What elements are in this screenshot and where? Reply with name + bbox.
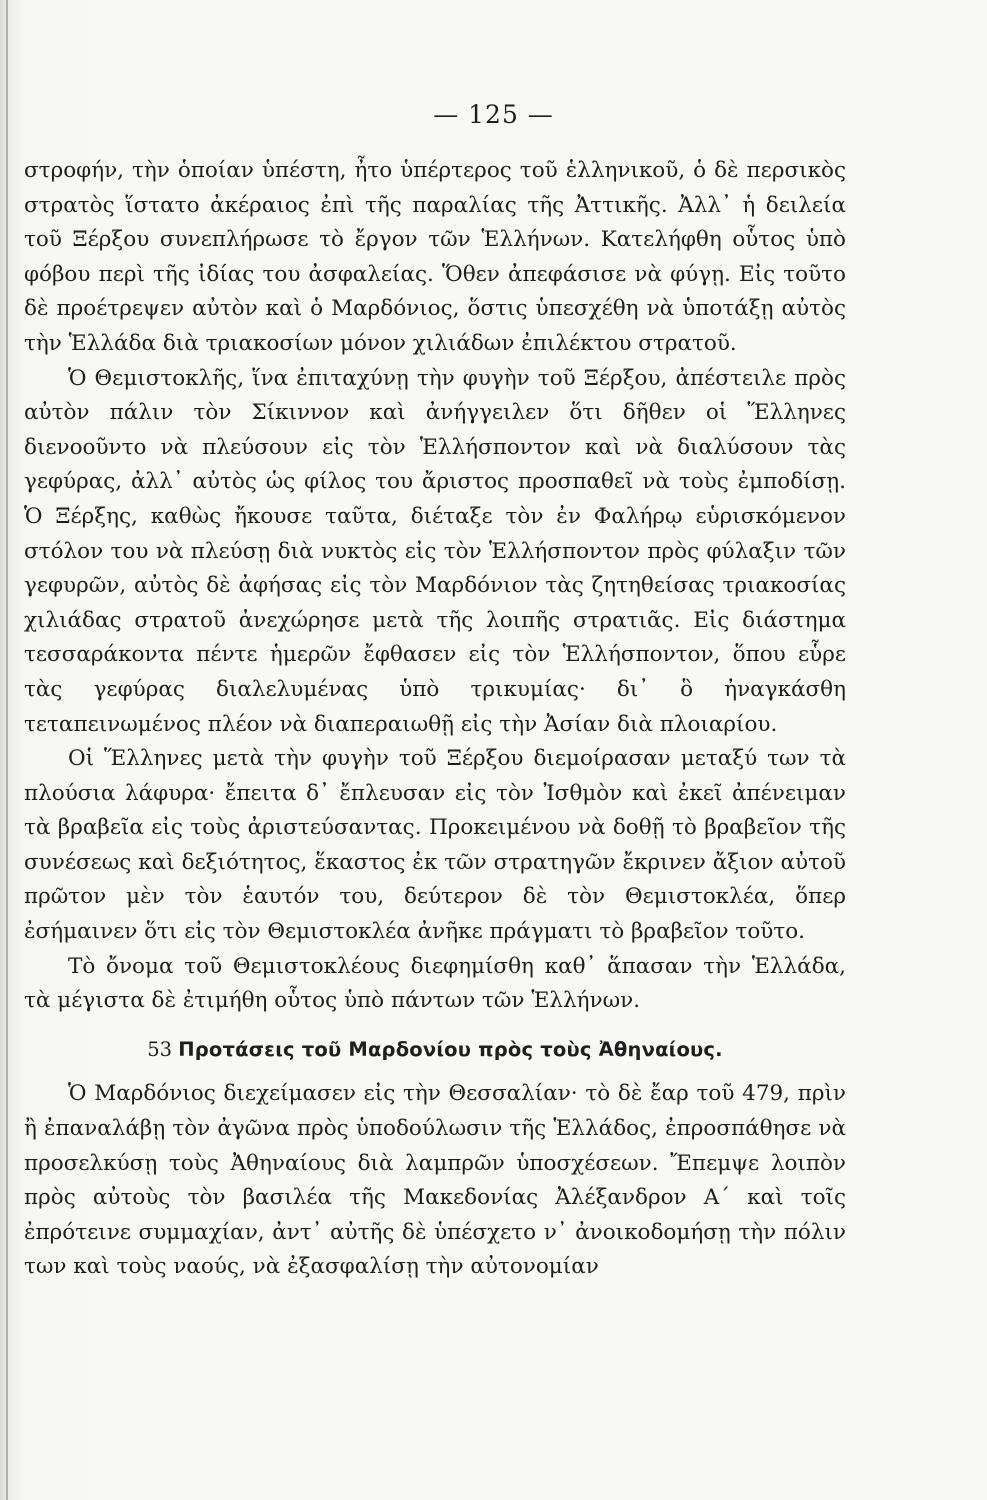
body-text [24,154,846,1285]
page-number: — 125 — [433,100,554,129]
paragraph: Ὁ Μαρδόνιος διεχείμασεν εἰς τὴν Θεσσαλίαν· τὸ δὲ ἔαρ τοῦ 479, πρὶν ἢ ἐπαναλάβῃ τὸν ἀγῶνα πρὸς ὑποδούλωσιν τῆς Ἑλλάδος, ἐπροσπάθησε νὰ προσελκύσῃ τοὺς Ἀθηναίους διὰ λαμπρῶν ὑποσχέσεων. Ἔπεμψε λοιπὸν πρὸς αὐτοὺς τὸν βασιλέα τῆς Μακεδονίας Ἀλέξανδρον Α΄ καὶ τοῖς ἐπρότεινε συμμαχίαν, ἀντ᾽ αὐτῆς δὲ ὑπέσχετο ν᾽ ἀνοικοδομήσῃ τὴν πόλιν των καὶ τοὺς ναούς, νὰ ἐξασφαλίσῃ τὴν αὐτονομίαν [24,1081,846,1280]
paragraph: Ὁ Θεμιστοκλῆς, ἵνα ἐπιταχύνῃ τὴν φυγὴν τοῦ Ξέρξου, ἀπέστειλε πρὸς αὐτὸν πάλιν τὸν Σίκιννον καὶ ἀνήγγειλεν ὅτι δῆθεν οἱ Ἕλληνες διενοοῦντο νὰ πλεύσουν εἰς τὸν Ἑλλήσποντον καὶ νὰ διαλύσουν τὰς γεφύρας, ἀλλ᾽ αὐτὸς ὡς φίλος του ἄριστος προσπαθεῖ νὰ τοὺς ἐμποδίσῃ. Ὁ Ξέρξης, καθὼς ἤκουσε ταῦτα, διέταξε τὸν ἐν Φαλήρῳ εὑρισκόμενον στόλον του νὰ πλεύσῃ διὰ νυκτὸς εἰς τὸν Ἑλλήσποντον πρὸς φύλαξιν τῶν γεφυρῶν, αὐτὸς δὲ ἀφήσας εἰς τὸν Μαρδόνιον τὰς ζητηθείσας τριακοσίας χιλιάδας στρατοῦ ἀνεχώρησε μετὰ τῆς λοιπῆς στρατιᾶς. Εἰς διάστημα τεσσαράκοντα πέντε ἡμερῶν ἔφθασεν εἰς τὸν Ἑλλήσποντον, ὅπου εὗρε τὰς γεφύρας διαλελυμένας ὑπὸ τρικυμίας· δι᾽ ὃ ἠναγκάσθη τεταπεινωμένος πλέον νὰ διαπεραιωθῇ εἰς τὴν Ἀσίαν διὰ πλοιαρίου. [24,365,846,737]
paragraph: Οἱ Ἕλληνες μετὰ τὴν φυγὴν τοῦ Ξέρξου διεμοίρασαν μεταξύ των τὰ πλούσια λάφυρα· ἔπειτα δ᾽ ἔπλευσαν εἰς τὸν Ἰσθμὸν καὶ ἐκεῖ ἀπένειμαν τὰ βραβεῖα εἰς τοὺς ἀριστεύσαντας. Προκειμένου νὰ δοθῇ τὸ βραβεῖον τῆς συνέσεως καὶ δεξιότητος, ἕκαστος ἐκ τῶν στρατηγῶν ἔκρινεν ἄξιον αὐτοῦ πρῶτον μὲν τὸν ἑαυτόν του, δεύτερον δὲ τὸν Θεμιστοκλέα, ὅπερ ἐσήμαινεν ὅτι εἰς τὸν Θεμιστοκλέα ἀνῆκε πράγματι τὸ βραβεῖον τοῦτο. [24,746,846,945]
section-number: 53 [147,1037,173,1061]
paragraph: Τὸ ὄνομα τοῦ Θεμιστοκλέους διεφημίσθη καθ᾽ ἅπασαν τὴν Ἑλλάδα, τὰ μέγιστα δὲ ἐτιμήθη οὗτος ὑπὸ πάντων τῶν Ἑλλήνων. [24,953,846,1014]
paragraph: στροφήν, τὴν ὁποίαν ὑπέστη, ἦτο ὑπέρτερος τοῦ ἑλληνικοῦ, ὁ δὲ περσικὸς στρατὸς ἵστατο ἀκέραιος ἐπὶ τῆς παραλίας τῆς Ἀττικῆς. Ἀλλ᾽ ἡ δειλεία τοῦ Ξέρξου συνεπλήρωσε τὸ ἔργον τῶν Ἑλλήνων. Κατελήφθη οὗτος ὑπὸ φόβου περὶ τῆς ἰδίας του ἀσφαλείας. Ὅθεν ἀπεφάσισε νὰ φύγῃ. Εἰς τοῦτο δὲ προέτρεψεν αὐτὸν καὶ ὁ Μαρδόνιος, ὅστις ὑπεσχέθη νὰ ὑποτάξῃ αὐτὸς τὴν Ἑλλάδα διὰ τριακοσίων μόνον χιλιάδων ἐπιλέκτου στρατοῦ. [24,158,846,356]
page-spine-edge [6,0,8,1500]
section-heading [24,1033,846,1068]
section-title: Προτάσεις τοῦ Μαρδονίου πρὸς τοὺς Ἀθηναίους. [178,1037,723,1061]
